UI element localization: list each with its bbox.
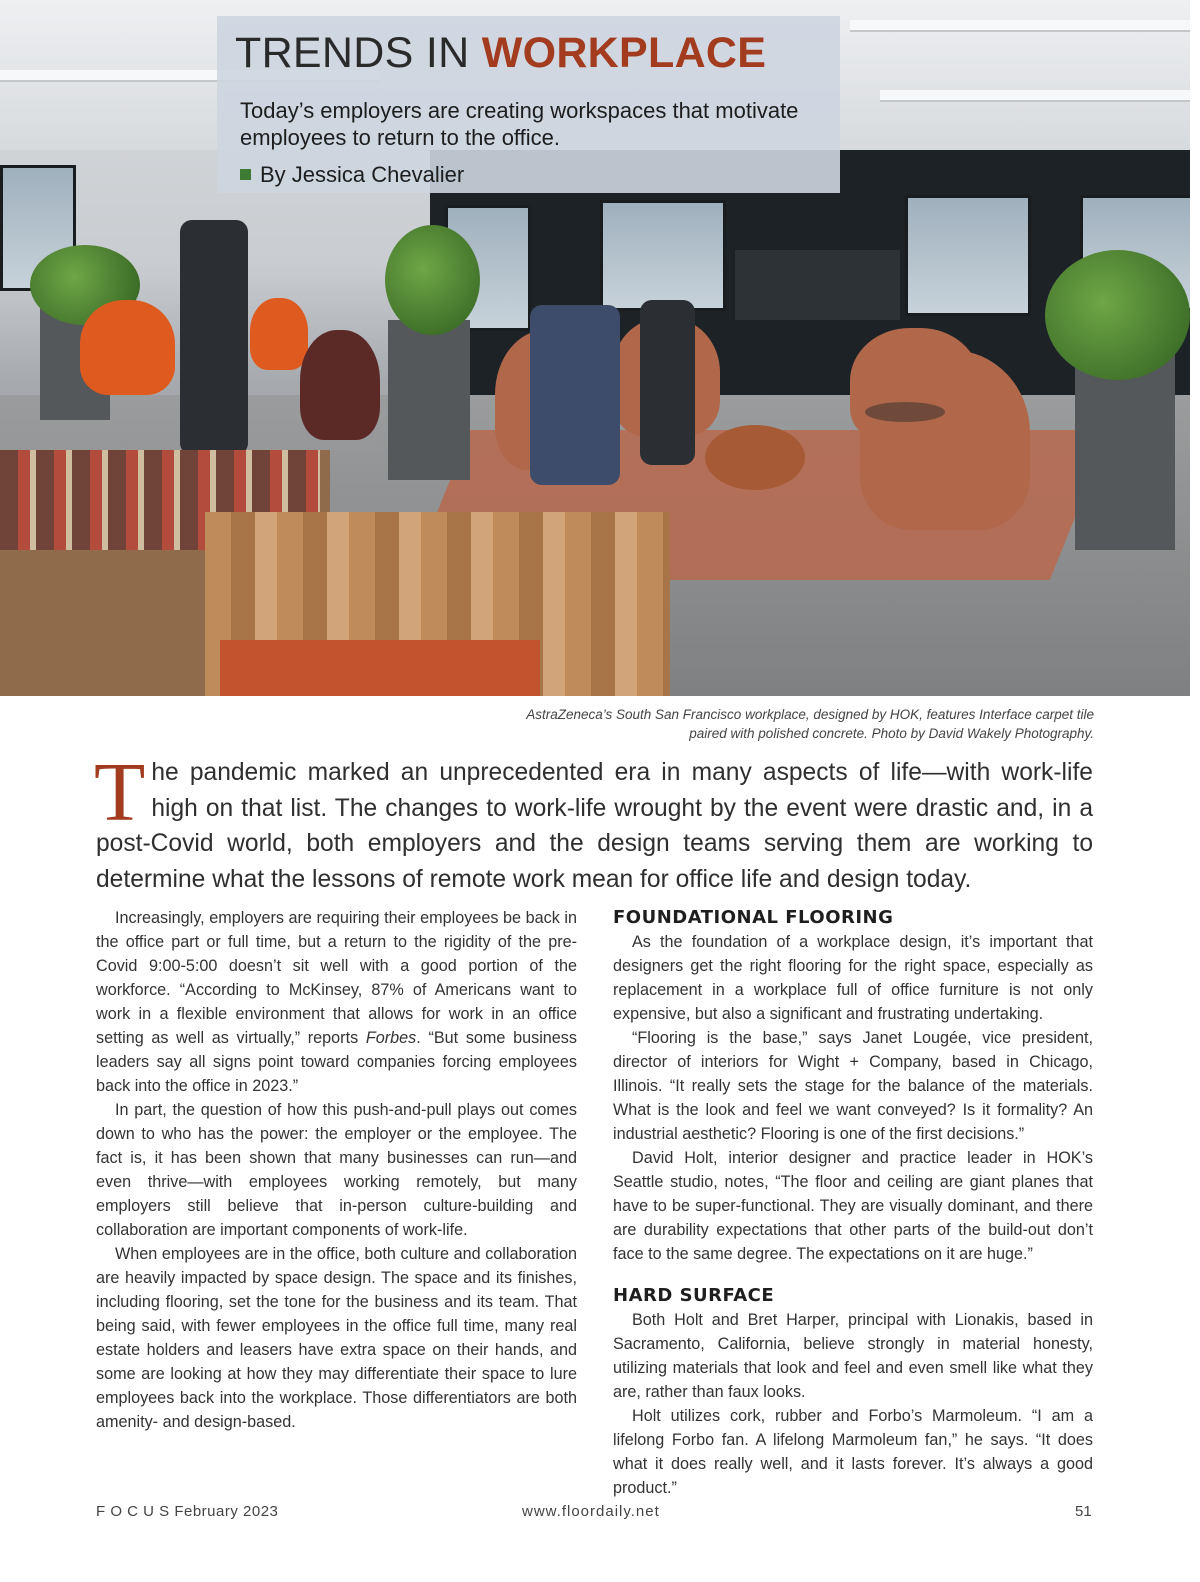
square-bullet-icon — [240, 169, 251, 180]
photo-ottoman — [705, 425, 805, 490]
publication-name: Forbes — [365, 1029, 417, 1047]
photo-window — [905, 195, 1031, 316]
photo-person — [180, 220, 248, 455]
body-text: Increasingly, employers are requiring their employees be back in the office part or full time, but a return to the rigidity of the pre-Covid 9:00-5:00 doesn’t sit well with a good portion of the workforce. “According to McKinsey, 87% of Americans want to work in a flexible environment that allows for work in an office setting as well as virtually,” reports — [96, 909, 577, 1047]
photo-armchair — [300, 330, 380, 440]
section-heading: HARD SURFACE — [613, 1285, 775, 1306]
footer-website: www.floordaily.net — [522, 1503, 660, 1520]
body-column-left — [96, 906, 577, 1434]
article-title — [235, 28, 766, 78]
photo-light-fixture — [850, 20, 1190, 32]
title-accent: WORKPLACE — [481, 29, 767, 77]
section-heading: FOUNDATIONAL FLOORING — [613, 907, 894, 928]
footer-publication: F O C U S February 2023 — [96, 1503, 279, 1520]
photo-plant — [1045, 250, 1190, 380]
photo-light-fixture — [880, 90, 1190, 102]
body-paragraph: In part, the question of how this push-and-pull plays out comes down to who has the power: the employer or the employee. The fact is, it has been shown that many businesses can run—and even thrive—with employees working remotely, but many employers still believe that in-person culture-building and collaboration are important components of work-life. — [96, 1101, 577, 1239]
body-paragraph: David Holt, interior designer and practice leader in HOK’s Seattle studio, notes, “The floor and ceiling are giant planes that have to be super-functional. They are visually dominant, and there are durability expectations that other parts of the build-out don’t face to the same degree. The expectations on it are huge.” — [613, 1149, 1093, 1263]
byline — [240, 161, 464, 188]
photo-window — [600, 200, 726, 311]
photo-caption: AstraZeneca’s South San Francisco workplace, designed by HOK, features Interface carpet tile paired with polished concrete. Photo by David Wakely Photography. — [526, 707, 1094, 741]
photo-side-table — [865, 402, 945, 422]
lead-paragraph — [94, 746, 1093, 897]
body-column-right — [613, 906, 1093, 1500]
body-paragraph: Both Holt and Bret Harper, principal with Lionakis, based in Sacramento, California, believe strongly in material honesty, utilizing materials that look and feel and even smell like what they are, rather than faux looks. — [613, 1311, 1093, 1401]
photo-armchair — [250, 298, 308, 370]
photo-planter — [388, 320, 470, 480]
photo-planter — [1075, 350, 1175, 550]
drop-cap: T — [94, 746, 146, 839]
body-paragraph: Holt utilizes cork, rubber and Forbo’s Marmoleum. “I am a lifelong Forbo fan. A lifelong Marmoleum fan,” he says. “It does what it does really well, and it lasts forever. It’s always a good product.” — [613, 1407, 1093, 1497]
photo-egg-chair — [860, 350, 1030, 530]
article-subtitle: Today’s employers are creating workspaces that motivate employees to return to the office. — [240, 98, 799, 150]
body-paragraph: When employees are in the office, both culture and collaboration are heavily impacted by space design. The space and its finishes, including flooring, set the tone for the business and its team. That being said, with fewer employees in the office full time, many real estate holders and leasers have extra space on their hands, and some are looking at how they may differentiate their space to lure employees back into the workplace. Those differentiators are both amenity- and design-based. — [96, 1245, 577, 1431]
photo-seat-cushion — [220, 640, 540, 696]
body-paragraph — [96, 906, 577, 1098]
byline-author: By Jessica Chevalier — [260, 162, 465, 187]
page-number: 51 — [1075, 1503, 1092, 1520]
photo-display-screen — [735, 250, 900, 320]
photo-person — [640, 300, 695, 465]
photo-armchair — [80, 300, 175, 395]
title-plain: TRENDS IN — [235, 29, 470, 77]
photo-person — [530, 305, 620, 485]
body-paragraph: “Flooring is the base,” says Janet Lougée, vice president, director of interiors for Wight + Company, based in Chicago, Illinois. “It really sets the stage for the balance of the materials. What is the look and feel we want conveyed? Is it formality? An industrial aesthetic? Flooring is one of the first decisions.” — [613, 1029, 1093, 1143]
body-text: . “But some business leaders say all signs point toward companies forcing employees back into the office in 2023.” — [96, 1029, 577, 1095]
lead-text: he pandemic marked an unprecedented era in many aspects of life—with work-life high on that list. The changes to work-life wrought by the event were drastic and, in a post-Covid world, both employers and the design teams serving them are working to determine what the lessons of remote work mean for office life and design today. — [96, 759, 1093, 893]
body-paragraph: As the foundation of a workplace design, it’s important that designers get the right flooring for the right space, especially as replacement in a workplace full of office furniture is not only expensive, but also a significant and frustrating undertaking. — [613, 933, 1093, 1023]
photo-plant — [385, 225, 480, 335]
